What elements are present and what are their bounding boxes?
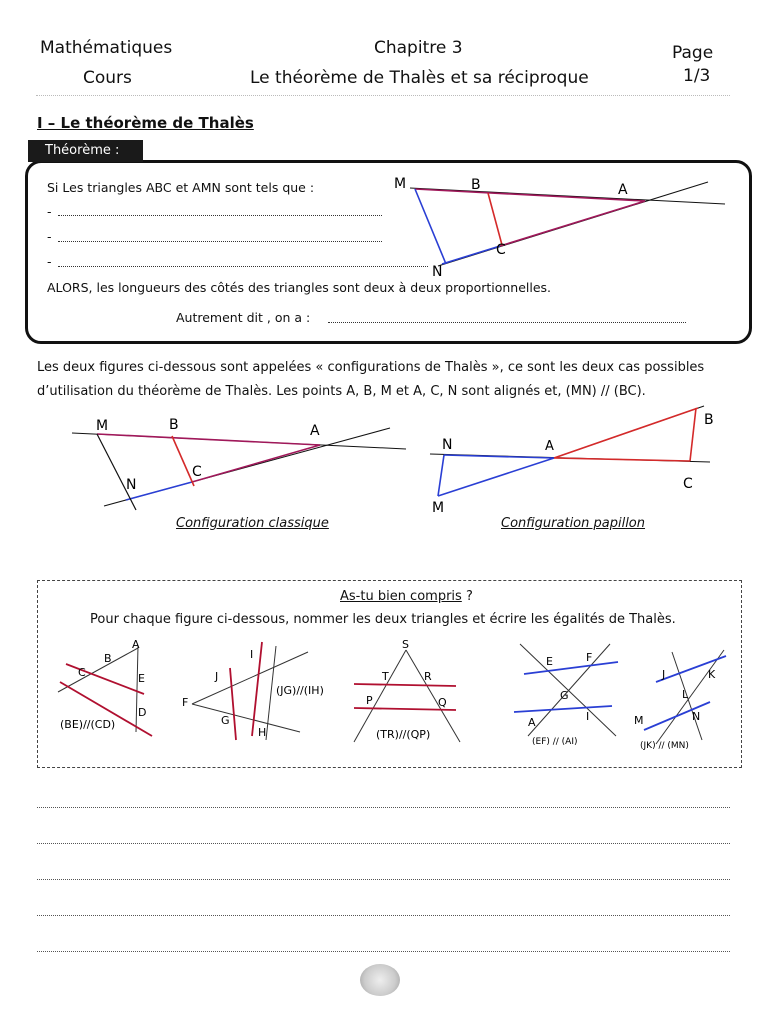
caption-papillon: Configuration papillon [501,516,646,531]
exercise-figure-5 [630,644,730,752]
answer-line-2[interactable] [37,843,730,844]
ex2-label-g: G [221,714,230,727]
ex5-label-m: M [634,714,644,727]
ex4-label-f: F [586,651,593,664]
theorem-blank-ratio [328,322,686,323]
header-subject: Mathématiques [40,38,173,58]
papillon-segment-na [444,455,554,458]
exercise-title: As-tu bien compris [340,589,462,604]
ex3-caption: (TR)//(QP) [376,728,431,741]
theorem-label-c: C [496,242,506,258]
ex5-label-j: J [662,668,666,681]
theorem-line-ma [410,188,725,204]
exercise-figure-2 [178,640,342,744]
answer-line-3[interactable] [37,879,730,880]
ex5-label-k: K [708,668,716,681]
papillon-segment-ac [554,458,690,461]
intro-line-1: Les deux figures ci-dessous sont appelées « configurations de Thalès », ce sont les deux cas possibles [37,360,705,375]
exercise-figure-1 [56,636,160,744]
ex5-label-n: N [692,710,701,723]
exercise-figure-4 [508,640,622,752]
theorem-figure [380,168,730,280]
ex4-label-a: A [528,716,536,729]
classique-label-m: M [96,418,109,434]
papillon-segment-mn [438,455,444,496]
classique-label-n: N [126,477,137,493]
classique-segment-ca [192,445,320,482]
theorem-label-m: M [394,176,407,192]
ex3-label-q: Q [438,696,447,709]
intro-line-2: d’utilisation du théorème de Thalès. Les points A, B, M et A, C, N sont alignés et, (MN) // (BC). [37,384,646,399]
section-title: I – Le théorème de Thalès [37,114,254,132]
classique-segment-bc [172,436,194,486]
ex3-label-s: S [402,638,409,651]
theorem-autrement: Autrement dit , on a : [176,310,311,325]
answer-line-4[interactable] [37,915,730,916]
answer-line-1[interactable] [37,807,730,808]
theorem-blank-1 [58,215,382,216]
ex1-caption: (BE)//(CD) [60,718,116,731]
exercise-figure-3 [350,636,462,748]
theorem-segment-bc [488,193,502,245]
header-chapter-title: Le théorème de Thalès et sa réciproque [250,68,589,88]
exercise-instruction: Pour chaque figure ci-dessous, nommer les deux triangles et écrire les égalités de Thalès. [90,612,676,627]
theorem-intro: Si Les triangles ABC et AMN sont tels que : [47,180,315,195]
theorem-segment-nc [442,246,500,264]
papillon-label-c: C [683,476,693,492]
theorem-tab: Théorème : [28,140,143,162]
ex5-caption: (JK) // (MN) [640,741,689,751]
ex4-label-e: E [546,655,553,668]
ex5-label-l: L [682,688,689,701]
ex2-label-f: F [182,696,189,709]
ex2-label-h: H [258,726,267,739]
classique-label-c: C [192,464,202,480]
papillon-label-b: B [704,412,714,428]
exercise-title-row [340,589,473,604]
papillon-label-n: N [442,437,453,453]
theorem-segment-ca [500,201,645,246]
ex1-label-e: E [138,672,145,685]
classique-label-b: B [169,417,179,433]
papillon-segment-ab [554,408,698,458]
theorem-blank-3 [58,266,428,267]
footer-logo-icon [360,964,400,996]
ex1-label-b: B [104,652,112,665]
header-page-label: Page [672,43,714,63]
header-type: Cours [83,68,132,88]
figure-classique [66,410,411,512]
papillon-segment-ma [438,458,554,496]
ex3-label-r: R [424,670,432,683]
theorem-bullet-1: - [47,204,52,219]
classique-label-a: A [310,423,320,439]
ex2-label-i: I [250,648,254,661]
ex1-label-d: D [138,706,147,719]
papillon-label-a: A [545,439,554,454]
answer-line-5[interactable] [37,951,730,952]
ex2-label-j: J [215,670,219,683]
theorem-blank-2 [58,241,382,242]
theorem-label-n: N [432,264,443,280]
theorem-bullet-3: - [47,254,52,269]
theorem-segment-mn [415,189,446,264]
theorem-label-b: B [471,177,481,193]
header-separator [36,95,730,96]
papillon-segment-bc [690,408,696,461]
ex4-caption: (EF) // (AI) [532,737,578,747]
papillon-label-m: M [432,500,445,516]
ex3-label-p: P [366,694,373,707]
ex3-label-t: T [382,670,389,683]
ex4-label-i: I [586,710,590,723]
caption-classique: Configuration classique [176,516,329,531]
ex2-caption: (JG)//(IH) [276,684,324,697]
theorem-label-a: A [618,182,628,198]
ex1-label-a: A [132,638,140,651]
exercise-title-suffix: ? [461,589,473,604]
ex4-label-g: G [560,689,569,702]
theorem-conclusion: ALORS, les longueurs des côtés des triangles sont deux à deux proportionnelles. [47,280,552,295]
theorem-segment-mb-a [415,189,645,201]
classique-segment-mn [97,434,136,510]
classique-segment-ma [97,434,320,445]
header-page-number: 1/3 [683,66,711,86]
theorem-bullet-2: - [47,229,52,244]
header-chapter: Chapitre 3 [374,38,463,58]
ex1-label-c: C [78,666,86,679]
figure-papillon [428,404,718,516]
